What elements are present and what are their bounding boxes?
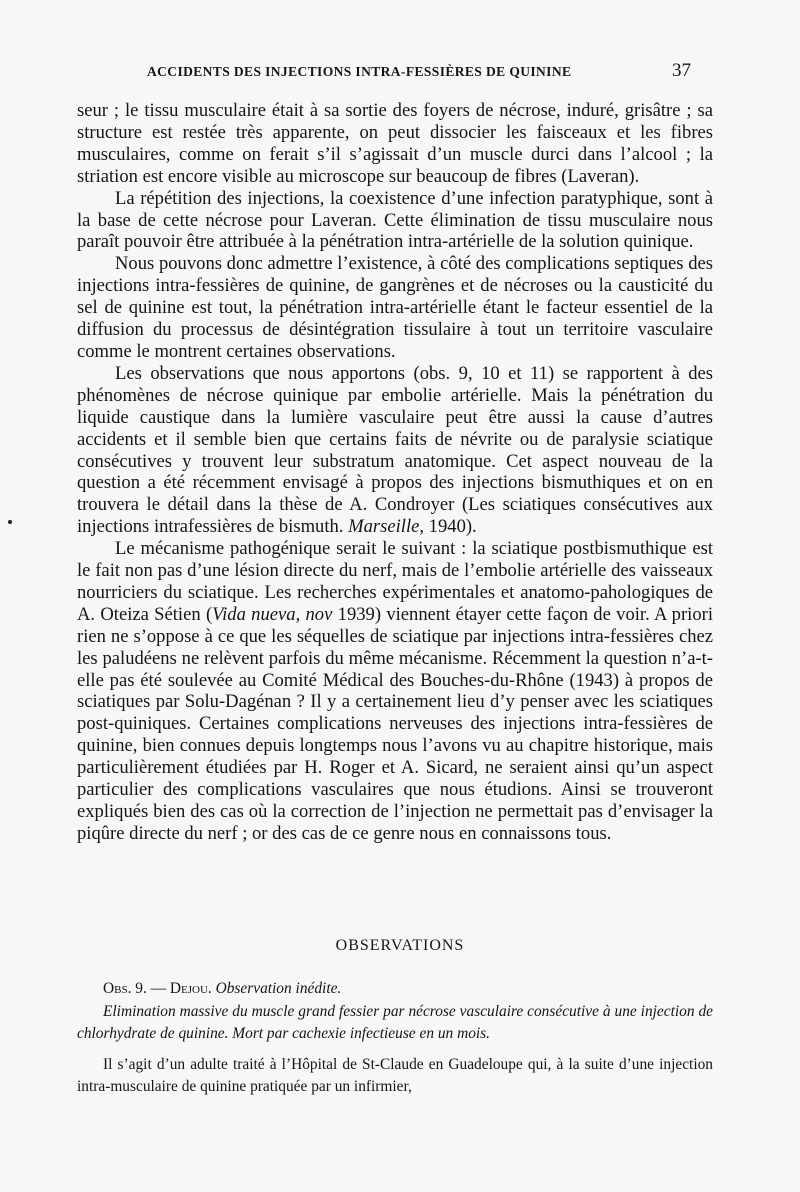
paragraph-5-italic: Vida nueva, nov	[212, 603, 333, 625]
observation-author: Dejou.	[169, 980, 212, 997]
paragraph-1: seur ; le tissu musculaire était à sa sortie des foyers de nécrose, induré, grisâtre ; sa structure est restée très apparente, on peut dissocier les faisceaux et les fibres musculaires, comme on ferait s’il s’agissait d’un muscle durci dans l’alcool ; la striation est encore visible au microscope sur beaucoup de fibres (Laveran).	[77, 100, 713, 187]
margin-mark	[8, 520, 12, 524]
paragraph-5-text-a: Le mécanisme pathogénique serait le suivant : la sciatique postbismuthique est le fait non pas d’une lésion directe du nerf, mais de l’embolie artérielle des vaisseaux nourriciers du sciatique. Les recherches expérimentales et anatomo-pahologiques de A. Oteiza Sétien (	[77, 538, 713, 625]
paragraph-3: Nous pouvons donc admettre l’existence, à côté des complications septiques des injections intra-fessières de quinine, de gangrènes et de nécroses ou la causticité du sel de quinine est tout, la pénétration intra-artérielle étant le facteur essentiel de la diffusion du processus de désintégration tissulaire à tout un territoire vasculaire comme le montrent certaines observations.	[77, 253, 713, 362]
paragraph-2: La répétition des injections, la coexistence d’une infection paratyphique, sont à la base de cette nécrose pour Laveran. Cette élimination de tissu musculaire nous paraît pouvoir être attribuée à la pénétration intra-artérielle de la solution quinique.	[77, 187, 713, 253]
running-title: ACCIDENTS DES INJECTIONS INTRA-FESSIÈRES DE QUININE	[147, 64, 572, 79]
observations-heading: OBSERVATIONS	[335, 937, 465, 954]
paragraph-4-italic: Marseille,	[348, 516, 425, 538]
paragraph-4	[77, 363, 713, 538]
paragraph-5	[77, 538, 713, 845]
observation-9	[77, 978, 713, 1099]
paragraph-4-text-a: Les observations que nous apportons (obs. 9, 10 et 11) se rapportent à des phénomènes de nécrose quinique par embolie artérielle. Mais la pénétration du liquide caustique dans la lumière vasculaire peut être aussi la cause d’autres accidents et il semble bien que certains faits de névrite ou de paralysie sciatique consécutives y trouvent leur substratum anatomique. Cet aspect nouveau de la question a été récemment envisagé à propos des injections bismuthiques et on en trouvera le détail dans la thèse de A. Condroyer (Les sciatiques consécutives aux injections intrafessières de bismuth.	[77, 362, 713, 538]
observation-text: Il s’agit d’un adulte traité à l’Hôpital de St-Claude en Guadeloupe qui, à la suite d’une injection intra-musculaire de quinine pratiquée par un infirmier,	[77, 1055, 713, 1095]
observation-header	[77, 978, 713, 1001]
observation-summary: Elimination massive du muscle grand fessier par nécrose vasculaire consécutive à une injection de chlorhydrate de quinine. Mort par cachexie infectieuse en un mois.	[77, 1002, 713, 1042]
main-text	[77, 100, 713, 845]
page-number: 37	[672, 60, 691, 81]
paragraph-4-text-b: 1940).	[424, 516, 477, 538]
observation-label: Obs. 9. —	[103, 980, 170, 997]
observation-status: Observation inédite.	[211, 980, 342, 997]
paragraph-5-text-b: 1939) viennent étayer cette façon de voir. A priori rien ne s’oppose à ce que les séquelles de sciatique par injections intra-fessières chez les paludéens ne relèvent parfois du même mécanisme. Récemment la question n’a-t-elle pas été soulevée au Comité Médical des Bouches-du-Rhône (1943) à propos de sciatiques par Solu-Dagénan ? Il y a certainement lieu d’y penser avec les sciatiques post-quiniques. Certaines complications nerveuses des injections intra-fessières de quinine, bien connues depuis longtemps nous l’avons vu au chapitre historique, mais particulièrement étudiées par H. Roger et A. Sicard, ne seraient ainsi qu’un aspect particulier des complications vasculaires que nous étudions. Ainsi se trouveront expliqués bien des cas où la correction de l’injection ne permettait pas d’envisager la piqûre directe du nerf ; or des cas de ce genre nous en connaissons tous.	[77, 603, 713, 844]
